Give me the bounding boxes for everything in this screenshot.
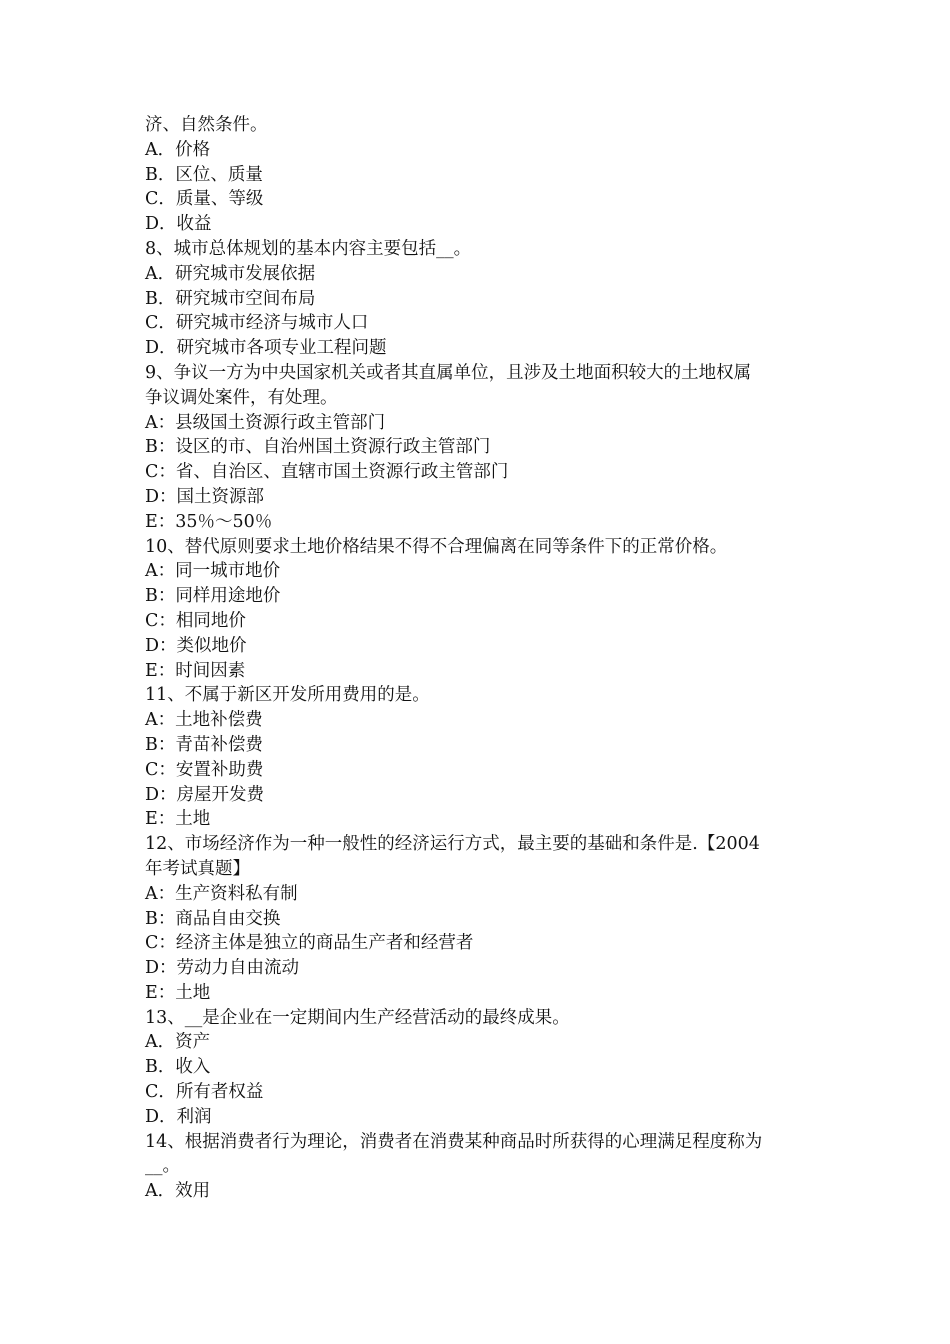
option-line: B：设区的市、自治州国土资源行政主管部门 <box>145 437 491 458</box>
option-line: D．利润 <box>145 1106 212 1127</box>
option-line: C：省、自治区、直辖市国土资源行政主管部门 <box>145 462 509 483</box>
option-line: B：青苗补偿费 <box>145 734 263 755</box>
question-14-continued: __。 <box>145 1156 180 1177</box>
option-line: B：商品自由交换 <box>145 908 281 929</box>
document-body <box>145 113 810 1204</box>
option-line: D：房屋开发费 <box>145 784 265 805</box>
option-line: D：劳动力自由流动 <box>145 958 300 979</box>
option-line: D：国土资源部 <box>145 486 265 507</box>
text-line: 济、自然条件。 <box>145 115 268 135</box>
question-12-continued: 年考试真题】 <box>145 858 250 879</box>
option-line: C．质量、等级 <box>145 189 264 210</box>
option-line: A．研究城市发展依据 <box>145 263 316 284</box>
option-line: A．资产 <box>145 1032 211 1053</box>
option-line: E：土地 <box>145 809 211 830</box>
option-line: E：时间因素 <box>145 660 246 681</box>
option-line: A：同一城市地价 <box>145 561 281 582</box>
option-line: B．收入 <box>145 1057 211 1078</box>
question-9-continued: 争议调处案件，有处理。 <box>145 387 338 408</box>
option-line: C：经济主体是独立的商品生产者和经营者 <box>145 933 474 954</box>
option-line: E：35％～50％ <box>145 511 273 532</box>
option-line: B：同样用途地价 <box>145 586 281 607</box>
option-line: E：土地 <box>145 982 211 1003</box>
question-14: 14、根据消费者行为理论，消费者在消费某种商品时所获得的心理满足程度称为 <box>145 1131 763 1152</box>
question-10: 10、替代原则要求土地价格结果不得不合理偏离在同等条件下的正常价格。 <box>145 536 728 557</box>
question-11: 11、不属于新区开发所用费用的是。 <box>145 685 430 706</box>
option-line: C：相同地价 <box>145 610 246 631</box>
option-line: A：生产资料私有制 <box>145 883 298 904</box>
option-line: D．收益 <box>145 214 212 235</box>
option-line: D．研究城市各项专业工程问题 <box>145 338 387 359</box>
option-line: C．研究城市经济与城市人口 <box>145 313 369 334</box>
option-line: A．效用 <box>145 1181 211 1202</box>
option-line: C．所有者权益 <box>145 1082 264 1103</box>
question-9: 9、争议一方为中央国家机关或者其直属单位，且涉及土地面积较大的土地权属 <box>145 362 752 383</box>
option-line: B．研究城市空间布局 <box>145 288 316 309</box>
option-line: B．区位、质量 <box>145 164 263 185</box>
option-line: C：安置补助费 <box>145 759 264 780</box>
option-line: D：类似地价 <box>145 635 247 656</box>
option-line: A：土地补偿费 <box>145 710 263 731</box>
question-8: 8、城市总体规划的基本内容主要包括__。 <box>145 238 472 259</box>
question-12: 12、市场经济作为一种一般性的经济运行方式，最主要的基础和条件是.【2004 <box>145 834 760 855</box>
option-line: A．价格 <box>145 139 211 160</box>
option-line: A：县级国土资源行政主管部门 <box>145 412 386 433</box>
question-13: 13、__是企业在一定期间内生产经营活动的最终成果。 <box>145 1007 570 1028</box>
